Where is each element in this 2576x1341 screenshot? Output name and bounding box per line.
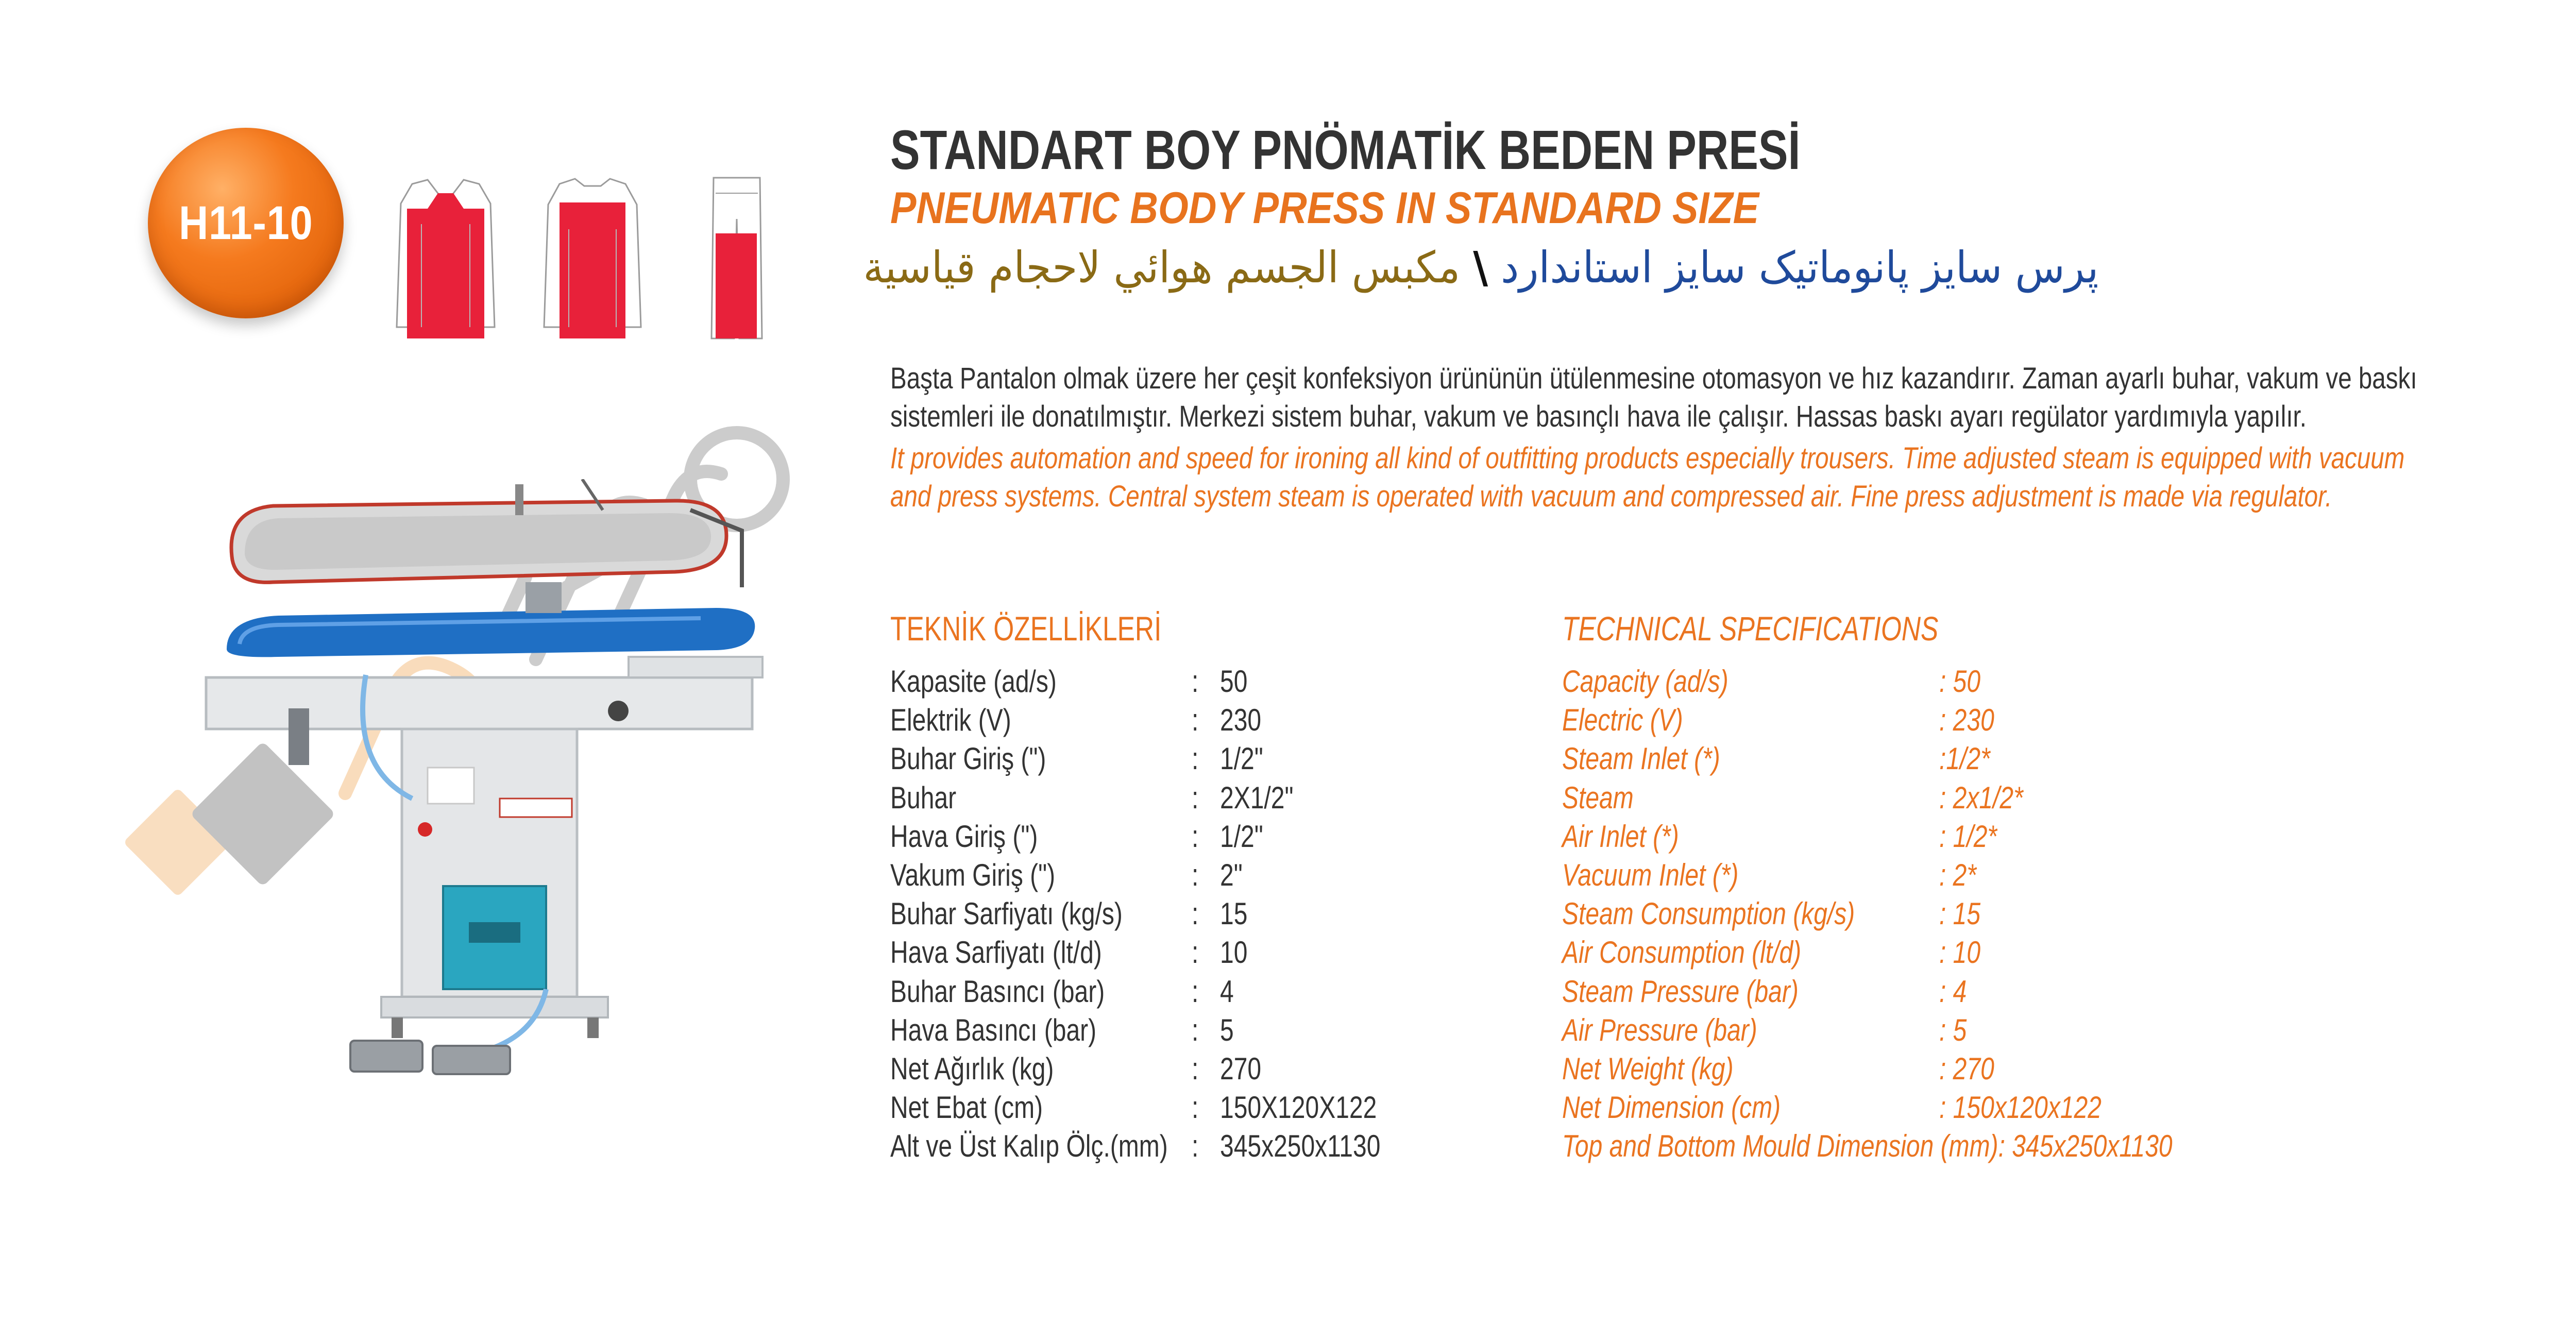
trousers-press-area-icon xyxy=(708,173,765,343)
spec-value: : 15 xyxy=(1939,896,1981,931)
spec-separator: : xyxy=(1192,703,1199,738)
specs-heading-english: TECHNICAL SPECIFICATIONS xyxy=(1562,609,1939,648)
spec-label: Capacity (ad/s) xyxy=(1562,664,1728,699)
description-turkish-line: Başta Pantalon olmak üzere her çeşit konfeksiyon ürününün ütülenmesine otomasyon ve hız kazandırır. Zaman ayarlı buhar, vakum ve baskı xyxy=(890,362,2417,395)
spec-label: Air Inlet (*) xyxy=(1562,819,1679,854)
spec-value: 10 xyxy=(1220,935,1248,970)
spec-label: Buhar Sarfiyatı (kg/s) xyxy=(890,896,1123,931)
spec-label: Air Pressure (bar) xyxy=(1562,1012,1757,1047)
spec-label: Steam Pressure (bar) xyxy=(1562,974,1799,1009)
spec-label: Buhar Basıncı (bar) xyxy=(890,974,1105,1009)
spec-value: : 2* xyxy=(1939,858,1977,892)
spec-label: Net Dimension (cm) xyxy=(1562,1090,1781,1125)
spec-value: 1/2" xyxy=(1220,741,1263,776)
spec-label: Net Ağırlık (kg) xyxy=(890,1051,1054,1086)
specs-heading-turkish: TEKNİK ÖZELLİKLERİ xyxy=(890,609,1162,648)
description-english-line: It provides automation and speed for ironing all kind of outfitting products especially trousers. Time adjusted steam is equipped with vacuum xyxy=(890,442,2405,475)
description-turkish-line: sistemleri ile donatılmıştır. Merkezi sistem buhar, vakum ve basınçlı hava ile çalışır. Hassas baskı ayarı regülator yardımıyla yapılır. xyxy=(890,400,2307,433)
spec-label: Kapasite (ad/s) xyxy=(890,664,1057,699)
spec-label: Steam xyxy=(1562,780,1634,815)
spec-value: : 150x120x122 xyxy=(1939,1090,2102,1125)
spec-separator: : xyxy=(1192,741,1199,776)
spec-value: 345x250x1130 xyxy=(1220,1129,1381,1164)
spec-value: 15 xyxy=(1220,896,1248,931)
spec-separator: : xyxy=(1192,974,1199,1009)
spec-value: : 230 xyxy=(1939,703,1994,738)
spec-value: : 1/2* xyxy=(1939,819,1997,854)
spec-label: Buhar xyxy=(890,780,957,815)
description-turkish xyxy=(890,360,2417,436)
spec-value: :1/2* xyxy=(1939,741,1990,776)
spec-value: : 2x1/2* xyxy=(1939,780,2023,815)
body-press-machine-image xyxy=(196,479,829,1087)
spec-label: Steam Consumption (kg/s) xyxy=(1562,896,1855,931)
spec-label: Hava Giriş (") xyxy=(890,819,1038,854)
spec-label: Net Ebat (cm) xyxy=(890,1090,1043,1125)
spec-value: 4 xyxy=(1220,974,1234,1009)
spec-separator: : xyxy=(1192,664,1199,699)
spec-separator: : xyxy=(1192,935,1199,970)
jacket-press-area-icon xyxy=(392,173,500,343)
product-title-turkish: STANDART BOY PNÖMATİK BEDEN PRESİ xyxy=(890,118,1801,181)
product-title-english: PNEUMATIC BODY PRESS IN STANDARD SIZE xyxy=(890,183,1759,233)
spec-value: 5 xyxy=(1220,1012,1234,1047)
spec-value: 230 xyxy=(1220,703,1262,738)
spec-label: Electric (V) xyxy=(1562,703,1683,738)
spec-label: Hava Sarfiyatı (lt/d) xyxy=(890,935,1102,970)
spec-separator: : xyxy=(1192,1051,1199,1086)
spec-label: Vakum Giriş (") xyxy=(890,858,1056,892)
shirt-press-area-icon xyxy=(541,173,644,343)
spec-label: Air Consumption (lt/d) xyxy=(1562,935,1802,970)
model-badge xyxy=(148,128,344,318)
spec-label: Steam Inlet (*) xyxy=(1562,741,1720,776)
description-english-line: and press systems. Central system steam is operated with vacuum and compressed air. Fine press adjustment is made via regulator. xyxy=(890,480,2332,513)
product-title-arabic xyxy=(863,242,2099,293)
spec-value: 150X120X122 xyxy=(1220,1090,1377,1125)
spec-separator: : xyxy=(1192,1129,1199,1164)
spec-separator: : xyxy=(1192,819,1199,854)
spec-label: Net Weight (kg) xyxy=(1562,1051,1734,1086)
spec-label: Vacuum Inlet (*) xyxy=(1562,858,1739,892)
spec-label: Buhar Giriş (") xyxy=(890,741,1046,776)
title-arabic-part: مكبس الجسم هوائي لاحجام قياسية xyxy=(863,242,1461,293)
description-english xyxy=(890,439,2405,516)
spec-separator: : xyxy=(1192,1090,1199,1125)
spec-value: : 10 xyxy=(1939,935,1981,970)
spec-value: 50 xyxy=(1220,664,1248,699)
spec-value: : 4 xyxy=(1939,974,1967,1009)
spec-label: Hava Basıncı (bar) xyxy=(890,1012,1097,1047)
spec-label: Alt ve Üst Kalıp Ölç.(mm) xyxy=(890,1129,1168,1164)
spec-separator: : xyxy=(1192,1012,1199,1047)
spec-label: Top and Bottom Mould Dimension (mm): 345x250x1130 xyxy=(1562,1129,2173,1164)
model-code: H11-10 xyxy=(178,196,313,249)
spec-value: : 5 xyxy=(1939,1012,1967,1047)
spec-separator: : xyxy=(1192,858,1199,892)
title-persian-part: پرس سایز پانوماتیک سایز استاندارد xyxy=(1501,242,2099,293)
spec-value: : 270 xyxy=(1939,1051,1994,1086)
spec-label: Elektrik (V) xyxy=(890,703,1011,738)
spec-value: 270 xyxy=(1220,1051,1262,1086)
spec-value: 1/2" xyxy=(1220,819,1263,854)
spec-value: 2" xyxy=(1220,858,1243,892)
title-separator: \ xyxy=(1473,242,1488,293)
spec-separator: : xyxy=(1192,780,1199,815)
spec-separator: : xyxy=(1192,896,1199,931)
spec-value: : 50 xyxy=(1939,664,1981,699)
spec-value: 2X1/2" xyxy=(1220,780,1294,815)
